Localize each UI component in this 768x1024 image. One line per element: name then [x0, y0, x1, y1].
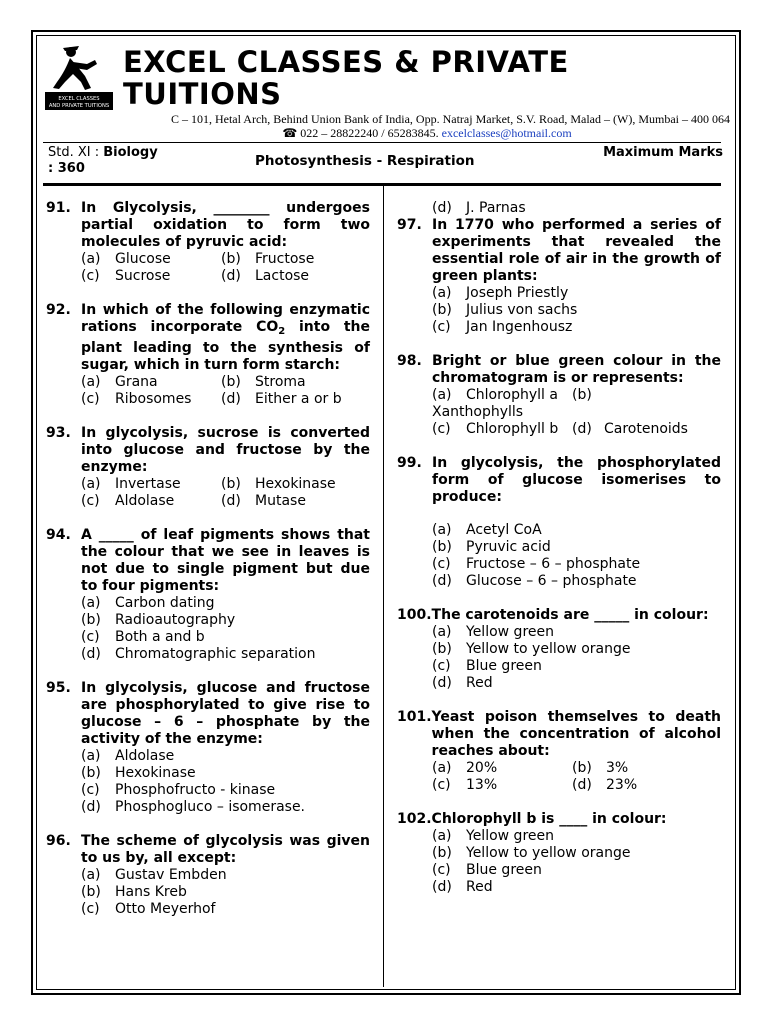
question-text: In glycolysis, the phosphorylated form of glucose isomerises to produce: — [432, 455, 721, 505]
option-label: (c) — [81, 629, 100, 645]
option-label: (d) — [432, 879, 452, 895]
option-label: (c) — [81, 901, 100, 917]
option-text: Hans Kreb — [115, 884, 187, 900]
question-text: Bright or blue green colour in the chromatogram is or represents: — [432, 353, 721, 386]
option-label: (a) — [81, 748, 101, 764]
option-text: Carbon dating — [115, 595, 215, 611]
question-96 — [46, 833, 370, 918]
header-divider — [43, 142, 721, 143]
std-marks: : 360 — [48, 161, 85, 176]
option-text: Red — [466, 675, 493, 691]
institute-title-line2: TUITIONS — [123, 77, 282, 111]
option-label: (d) — [81, 799, 101, 815]
question-93 — [46, 425, 370, 510]
question-text: The scheme of glycolysis was given to us by, all except: — [81, 833, 370, 866]
option-label: (a) — [81, 374, 101, 390]
question-94 — [46, 527, 370, 663]
question-100 — [397, 607, 721, 692]
option-text: Grana — [115, 374, 158, 390]
option-label: (a) — [81, 476, 101, 492]
option-text: 13% — [466, 777, 498, 793]
question-91 — [46, 200, 370, 285]
option-text: Lactose — [255, 268, 310, 284]
option-text: Blue green — [466, 862, 542, 878]
question-92 — [46, 302, 370, 408]
question-96-continued — [397, 200, 721, 217]
std-info — [48, 145, 198, 177]
option-text: Pyruvic acid — [466, 539, 551, 555]
option-text: Phosphofructo - kinase — [115, 782, 276, 798]
telephone-icon: ☎ — [282, 126, 298, 140]
std-subject: Biology — [103, 145, 158, 160]
option-text: 23% — [606, 777, 638, 793]
option-label: (c) — [432, 777, 451, 793]
option-text: J. Parnas — [466, 200, 526, 216]
question-text: Yeast poison themselves to death when the concentration of alcohol reaches about: — [431, 709, 721, 759]
question-number: 91. — [46, 200, 71, 216]
option-label: (a) — [81, 595, 101, 611]
question-text: In 1770 who performed a series of experiments that revealed the essential role of air in the growth of green plants: — [432, 217, 721, 284]
option-label: (b) — [432, 845, 452, 861]
option-label: (d) — [572, 777, 592, 793]
option-text: Chlorophyll a — [466, 387, 558, 403]
option-text: Fructose – 6 – phosphate — [466, 556, 641, 572]
option-label: (d) — [221, 391, 241, 407]
question-102 — [397, 811, 721, 896]
option-text: Yellow to yellow orange — [466, 641, 631, 657]
question-number: 101. — [397, 709, 432, 725]
std-label: Std. XI : — [48, 145, 104, 160]
question-number: 95. — [46, 680, 71, 696]
option-text: Ribosomes — [115, 391, 192, 407]
option-text: Hexokinase — [255, 476, 336, 492]
option-label: (d) — [432, 573, 452, 589]
option-label: (d) — [572, 421, 592, 437]
option-text: Joseph Priestly — [466, 285, 569, 301]
option-text: Acetyl CoA — [466, 522, 542, 538]
option-label: (d) — [432, 675, 452, 691]
option-label: (a) — [432, 624, 452, 640]
question-98 — [397, 353, 721, 438]
option-text: Phosphogluco – isomerase. — [115, 799, 306, 815]
option-text: Either a or b — [255, 391, 342, 407]
option-text: Red — [466, 879, 493, 895]
address: C – 101, Hetal Arch, Behind Union Bank of India, Opp. Natraj Market, S.V. Road, Malad – (W), Mumbai – 400 064 — [170, 112, 730, 126]
option-label: (b) — [221, 374, 241, 390]
option-text: Jan Ingenhousz — [466, 319, 573, 335]
question-text: In which of the following enzymatic rations incorporate $CO_2$ into the plant leading to the synthesis of sugar, which in turn form starch: — [81, 302, 370, 373]
question-number: 94. — [46, 527, 71, 543]
logo — [43, 44, 115, 112]
option-label: (a) — [432, 522, 452, 538]
question-95 — [46, 680, 370, 816]
question-101 — [397, 709, 721, 794]
subject-title: Photosynthesis - Respiration — [255, 153, 475, 169]
option-label: (b) — [81, 884, 101, 900]
option-text: Mutase — [255, 493, 306, 509]
email-link[interactable]: excelclasses@hotmail.com — [441, 126, 572, 140]
option-text: Chromatographic separation — [115, 646, 316, 662]
question-number: 97. — [397, 217, 422, 233]
option-label: (c) — [81, 268, 100, 284]
svg-text:AND PRIVATE TUITIONS: AND PRIVATE TUITIONS — [48, 103, 110, 109]
institute-title — [123, 46, 643, 110]
question-number: 92. — [46, 302, 71, 318]
option-label: (a) — [432, 828, 452, 844]
question-99 — [397, 455, 721, 590]
question-text: Chlorophyll b is ____ in colour: — [431, 811, 667, 827]
option-text: Aldolase — [115, 748, 175, 764]
option-label: (a) — [81, 867, 101, 883]
option-label: (c) — [432, 319, 451, 335]
option-label: (b) — [81, 612, 101, 628]
option-label: (c) — [432, 421, 451, 437]
question-text: In Glycolysis, ________ undergoes partial oxidation to form two molecules of pyruvic acid: — [81, 200, 370, 250]
option-label: (c) — [432, 862, 451, 878]
option-label: (d) — [432, 200, 452, 216]
option-label: (c) — [432, 556, 451, 572]
option-text: Otto Meyerhof — [115, 901, 216, 917]
option-label: (a) — [432, 285, 452, 301]
option-label: (d) — [221, 493, 241, 509]
option-text: Aldolase — [115, 493, 175, 509]
option-text: Yellow green — [466, 624, 554, 640]
option-label: (c) — [81, 493, 100, 509]
option-label: (c) — [81, 782, 100, 798]
option-text: Yellow green — [466, 828, 554, 844]
question-number: 99. — [397, 455, 422, 471]
question-number: 102. — [397, 811, 432, 827]
question-text: The carotenoids are _____ in colour: — [431, 607, 709, 623]
option-label: (b) — [221, 476, 241, 492]
option-text: Invertase — [115, 476, 181, 492]
max-marks-label: Maximum Marks — [603, 145, 723, 160]
option-label: (b) — [432, 641, 452, 657]
phone-number: 022 – 28822240 / 65283845. — [300, 126, 439, 140]
column-divider — [383, 186, 384, 987]
contact-line — [124, 126, 730, 140]
option-text: Radioautography — [115, 612, 236, 628]
option-label: (b) — [572, 760, 592, 776]
question-number: 98. — [397, 353, 422, 369]
option-text: Sucrose — [115, 268, 171, 284]
option-label: (b) — [81, 765, 101, 781]
right-column — [397, 200, 721, 913]
question-text: In glycolysis, glucose and fructose are phosphorylated to give rise to glucose – 6 – phosphate by the activity of the enzyme: — [81, 680, 370, 747]
option-label: (d) — [221, 268, 241, 284]
option-text: Xanthophylls — [432, 404, 524, 420]
option-text: Julius von sachs — [466, 302, 578, 318]
question-text: In glycolysis, sucrose is converted into glucose and fructose by the enzyme: — [81, 425, 370, 475]
option-text: Chlorophyll b — [466, 421, 559, 437]
option-text: Glucose – 6 – phosphate — [466, 573, 637, 589]
option-text: 3% — [606, 760, 629, 776]
header-thick-divider — [43, 183, 721, 186]
option-text: Blue green — [466, 658, 542, 674]
option-label: (b) — [221, 251, 241, 267]
option-text: Both a and b — [115, 629, 205, 645]
question-number: 96. — [46, 833, 71, 849]
svg-text:EXCEL CLASSES: EXCEL CLASSES — [58, 96, 100, 102]
option-label: (b) — [432, 539, 452, 555]
option-label: (c) — [432, 658, 451, 674]
question-number: 100. — [397, 607, 432, 623]
option-label: (a) — [81, 251, 101, 267]
option-label: (a) — [432, 387, 452, 403]
option-label: (c) — [81, 391, 100, 407]
question-text: A _____ of leaf pigments shows that the colour that we see in leaves is not due to single pigment but due to four pigments: — [81, 527, 370, 594]
institute-title-line1: EXCEL CLASSES & PRIVATE — [123, 45, 569, 79]
option-text: 20% — [466, 760, 498, 776]
option-text: Yellow to yellow orange — [466, 845, 631, 861]
option-text: Carotenoids — [604, 421, 688, 437]
option-label: (b) — [432, 302, 452, 318]
option-text: Gustav Embden — [115, 867, 227, 883]
question-number: 93. — [46, 425, 71, 441]
option-label: (d) — [81, 646, 101, 662]
option-text: Glucose — [115, 251, 171, 267]
option-label: (b) — [572, 387, 592, 403]
option-text: Stroma — [255, 374, 306, 390]
option-label: (a) — [432, 760, 452, 776]
option-text: Hexokinase — [115, 765, 196, 781]
left-column — [46, 200, 370, 935]
question-97 — [397, 217, 721, 336]
option-text: Fructose — [255, 251, 315, 267]
